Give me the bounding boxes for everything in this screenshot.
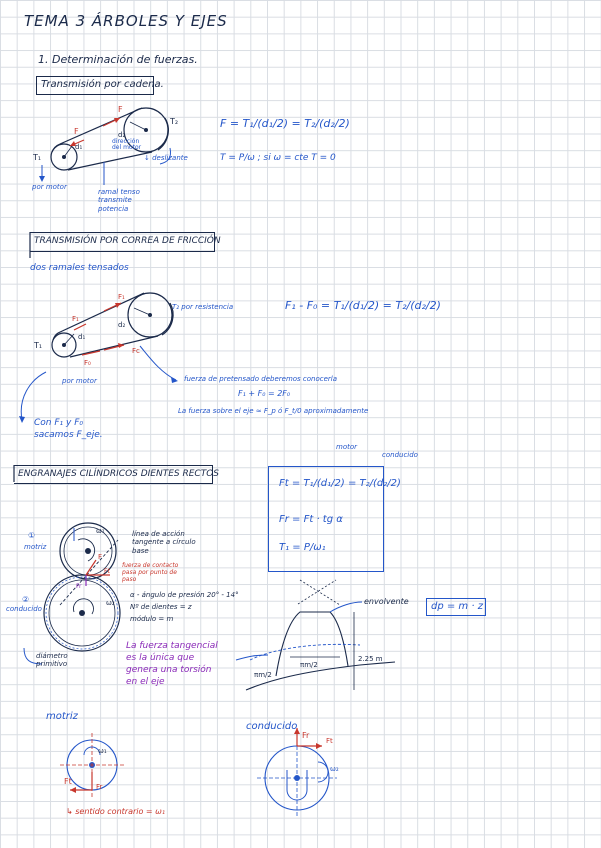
gear-label-conducido: conducido [6, 605, 42, 613]
gear-label-fuerza: fuerza de contacto pasa por punto de paso [122, 562, 179, 584]
gear-label-dp: diámetro primitivo [36, 652, 68, 669]
formula-eq-t: T₁ = P/ω₁ [279, 542, 326, 553]
belt-eq-force: F₁ - F₀ = T₁/(d₁/2) = T₂/(d₂/2) [285, 299, 441, 312]
chain-eq-torque: T = P/ω ; si ω = cte T = 0 [220, 153, 336, 163]
gear-note-m: módulo = m [130, 615, 174, 623]
gear-note-purple: La fuerza tangencial es la única que genera una torsión en el eje [126, 641, 218, 688]
chain-label-d2: d₂ [118, 131, 126, 139]
belt-note-fuerzo: fuerza de pretensado deberemos conocerla [184, 375, 338, 383]
tooth-label-pim2b: πm/2 [254, 671, 272, 679]
chain-label-direction: dirección del motor [112, 138, 142, 152]
motriz-small-title: motriz [46, 711, 78, 722]
formula-label-conducido: conducido [382, 451, 418, 459]
gear-label-motriz: motriz [24, 543, 47, 551]
gear-note-alpha: α - ángulo de presión 20° - 14° [130, 591, 239, 599]
chain-note-motor: por motor [32, 183, 67, 191]
motriz-small-ft: Ft [64, 777, 72, 786]
belt-note-motor: por motor [62, 377, 97, 385]
gear-title: ENGRANAJES CILÍNDRICOS DIENTES RECTOS [18, 469, 220, 479]
chain-label-d1: d₁ [75, 143, 83, 151]
belt-label-t1: T₁ [34, 341, 43, 350]
tooth-eq-dp: dp = m · z [431, 601, 483, 612]
formula-eq-ft: Ft = T₁/(d₁/2) = T₂/(d₂/2) [279, 478, 401, 489]
motriz-small-w1: ω₁ [98, 747, 107, 755]
belt-label-f0: F₀ [84, 359, 91, 367]
belt-eq-sum: F₁ + F₀ = 2F₀ [238, 389, 291, 398]
chain-label-f-top: F [118, 105, 123, 114]
motriz-small-note: ↳ sentido contrario = ω₁ [66, 807, 166, 816]
chain-title: Transmisión por cadena. [41, 79, 164, 90]
belt-label-t2: T₂ por resistencia [172, 303, 234, 311]
gear-label-w2: ω₂ [106, 599, 115, 607]
conducido-small-ft: Ft [326, 737, 333, 745]
belt-label-f1: F₁ [118, 293, 125, 301]
chain-eq-force: F = T₁/(d₁/2) = T₂/(d₂/2) [220, 117, 350, 130]
tooth-label-225: 2.25 m [358, 655, 383, 663]
belt-label-d1: d₁ [78, 333, 86, 341]
tooth-label-envolvente: envolvente [364, 597, 409, 606]
formula-box [268, 466, 401, 572]
gear-label-fr: Fr [76, 583, 82, 590]
chain-label-t2: T₂ [170, 117, 179, 126]
conducido-small-fr: Fr [302, 731, 310, 740]
gear-title-box [14, 465, 220, 484]
chain-label-t1: T₁ [33, 153, 42, 162]
gear-label-ft: Ft [104, 568, 110, 575]
belt-label-f-left: F₁ [72, 315, 79, 323]
motriz-small-fr: Fr [96, 783, 103, 791]
belt-bullet: dos ramales tensados [30, 263, 129, 273]
tooth-label-pim2: πm/2 [300, 661, 318, 669]
gear-circle-2: ② [22, 595, 30, 604]
belt-note-sum: La fuerza sobre el eje ≈ F_p ó F_t/0 aproximadamente [178, 407, 369, 415]
page-title: TEMA 3 ÁRBOLES Y EJES [24, 12, 228, 30]
chain-note-ramal: ramal tenso transmite potencia [98, 188, 140, 213]
gear-circle-1: ① [28, 531, 36, 540]
belt-label-fc: Fc [132, 347, 140, 355]
conducido-small-w2: ω₂ [330, 765, 339, 773]
belt-title-box [30, 232, 221, 252]
chain-note-d: ↓ deslizante [144, 154, 188, 162]
chain-label-f-left: F [74, 127, 79, 136]
dp-box [426, 598, 486, 616]
belt-title: TRANSMISIÓN POR CORREA DE FRICCIÓN [34, 236, 221, 246]
conducido-small-title: conducido [246, 721, 298, 732]
section1-title: 1. Determinación de fuerzas. [38, 53, 198, 66]
belt-note-fy: Con F₁ y F₀ sacamos F_eje. [34, 418, 103, 440]
formula-eq-fr: Fr = Ft · tg α [279, 514, 343, 525]
gear-label-linea: línea de acción tangente a círculo base [132, 530, 196, 555]
gear-label-w1: ω₁ [96, 527, 105, 535]
belt-label-d2: d₂ [118, 321, 126, 329]
gear-note-nd: Nº de dientes = z [130, 603, 192, 611]
gear-label-f: F [98, 553, 103, 561]
formula-label-motor: motor [336, 443, 358, 451]
